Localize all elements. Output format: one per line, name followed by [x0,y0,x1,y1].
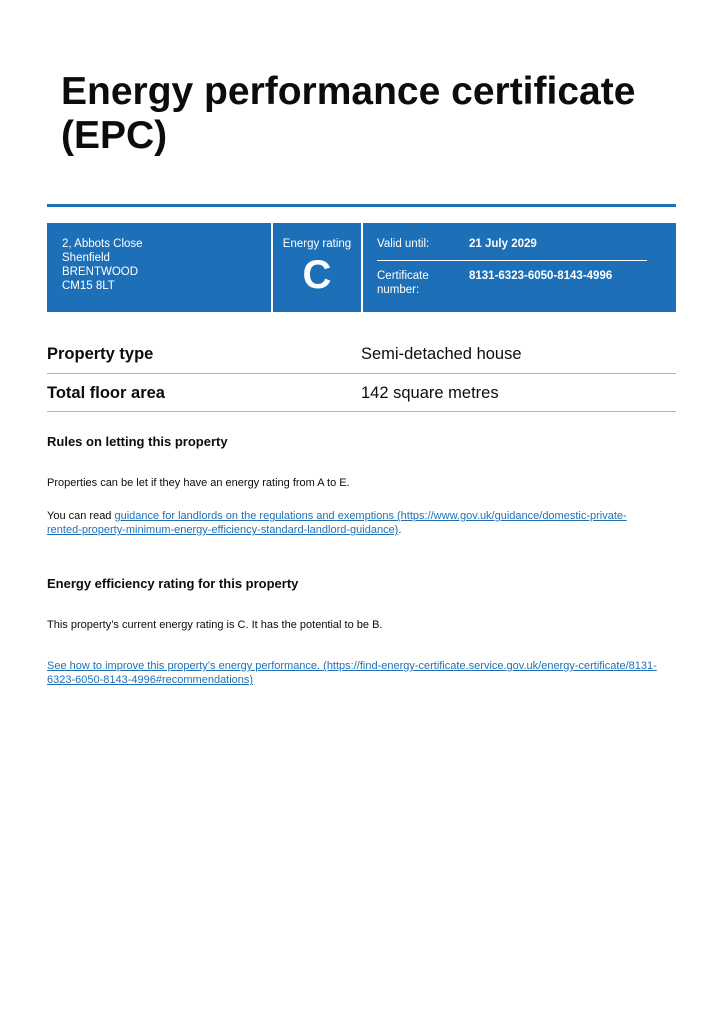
address-line-1: 2, Abbots Close [62,238,143,250]
address-line-2: Shenfield [62,252,110,264]
improvement-paragraph [47,659,677,687]
energy-rating-letter: C [302,253,332,297]
title-divider [47,204,676,207]
address-line-3: BRENTWOOD [62,266,139,278]
letting-guidance-suffix: . [398,524,402,536]
efficiency-rating-text: This property’s current energy rating is C. It has the potential to be B. [47,619,383,631]
letting-rules-heading: Rules on letting this property [47,434,228,449]
energy-rating-box [273,223,361,312]
floor-area-value: 142 square metres [361,384,499,402]
letting-guidance-paragraph [47,509,677,537]
letting-rules-text: Properties can be let if they have an energy rating from A to E. [47,477,350,489]
address-postcode: CM15 8LT [62,280,115,292]
landlord-guidance-link[interactable]: guidance for landlords on the regulations and exemptions (https://www.gov.uk/guidance/domestic-private- rented-property-minimum-energy-efficiency-standard-landlord-guidance) [47,510,627,536]
certificate-number-label: Certificate number: [377,270,429,296]
floor-area-label: Total floor area [47,384,165,402]
row-divider [47,411,676,412]
improve-performance-link[interactable]: See how to improve this property’s energy performance. (https://find-energy-certificate.service.gov.uk/energy-certificate/8131- 6323-6050-8143-4996#recommendations) [47,660,657,686]
meta-separator [377,260,647,261]
row-divider [47,373,676,374]
energy-rating-label: Energy rating [282,238,352,250]
certificate-summary-banner [47,223,676,312]
valid-until-value: 21 July 2029 [469,238,537,250]
certificate-number-value: 8131-6323-6050-8143-4996 [469,270,613,282]
efficiency-heading: Energy efficiency rating for this property [47,576,299,591]
property-address [62,237,143,293]
letting-guidance-prefix: You can read [47,510,115,522]
valid-until-label: Valid until: [377,238,430,250]
banner-divider [361,223,363,312]
property-type-value: Semi-detached house [361,345,522,363]
page-title: Energy performance certificate (EPC) [61,70,636,157]
property-type-label: Property type [47,345,154,363]
